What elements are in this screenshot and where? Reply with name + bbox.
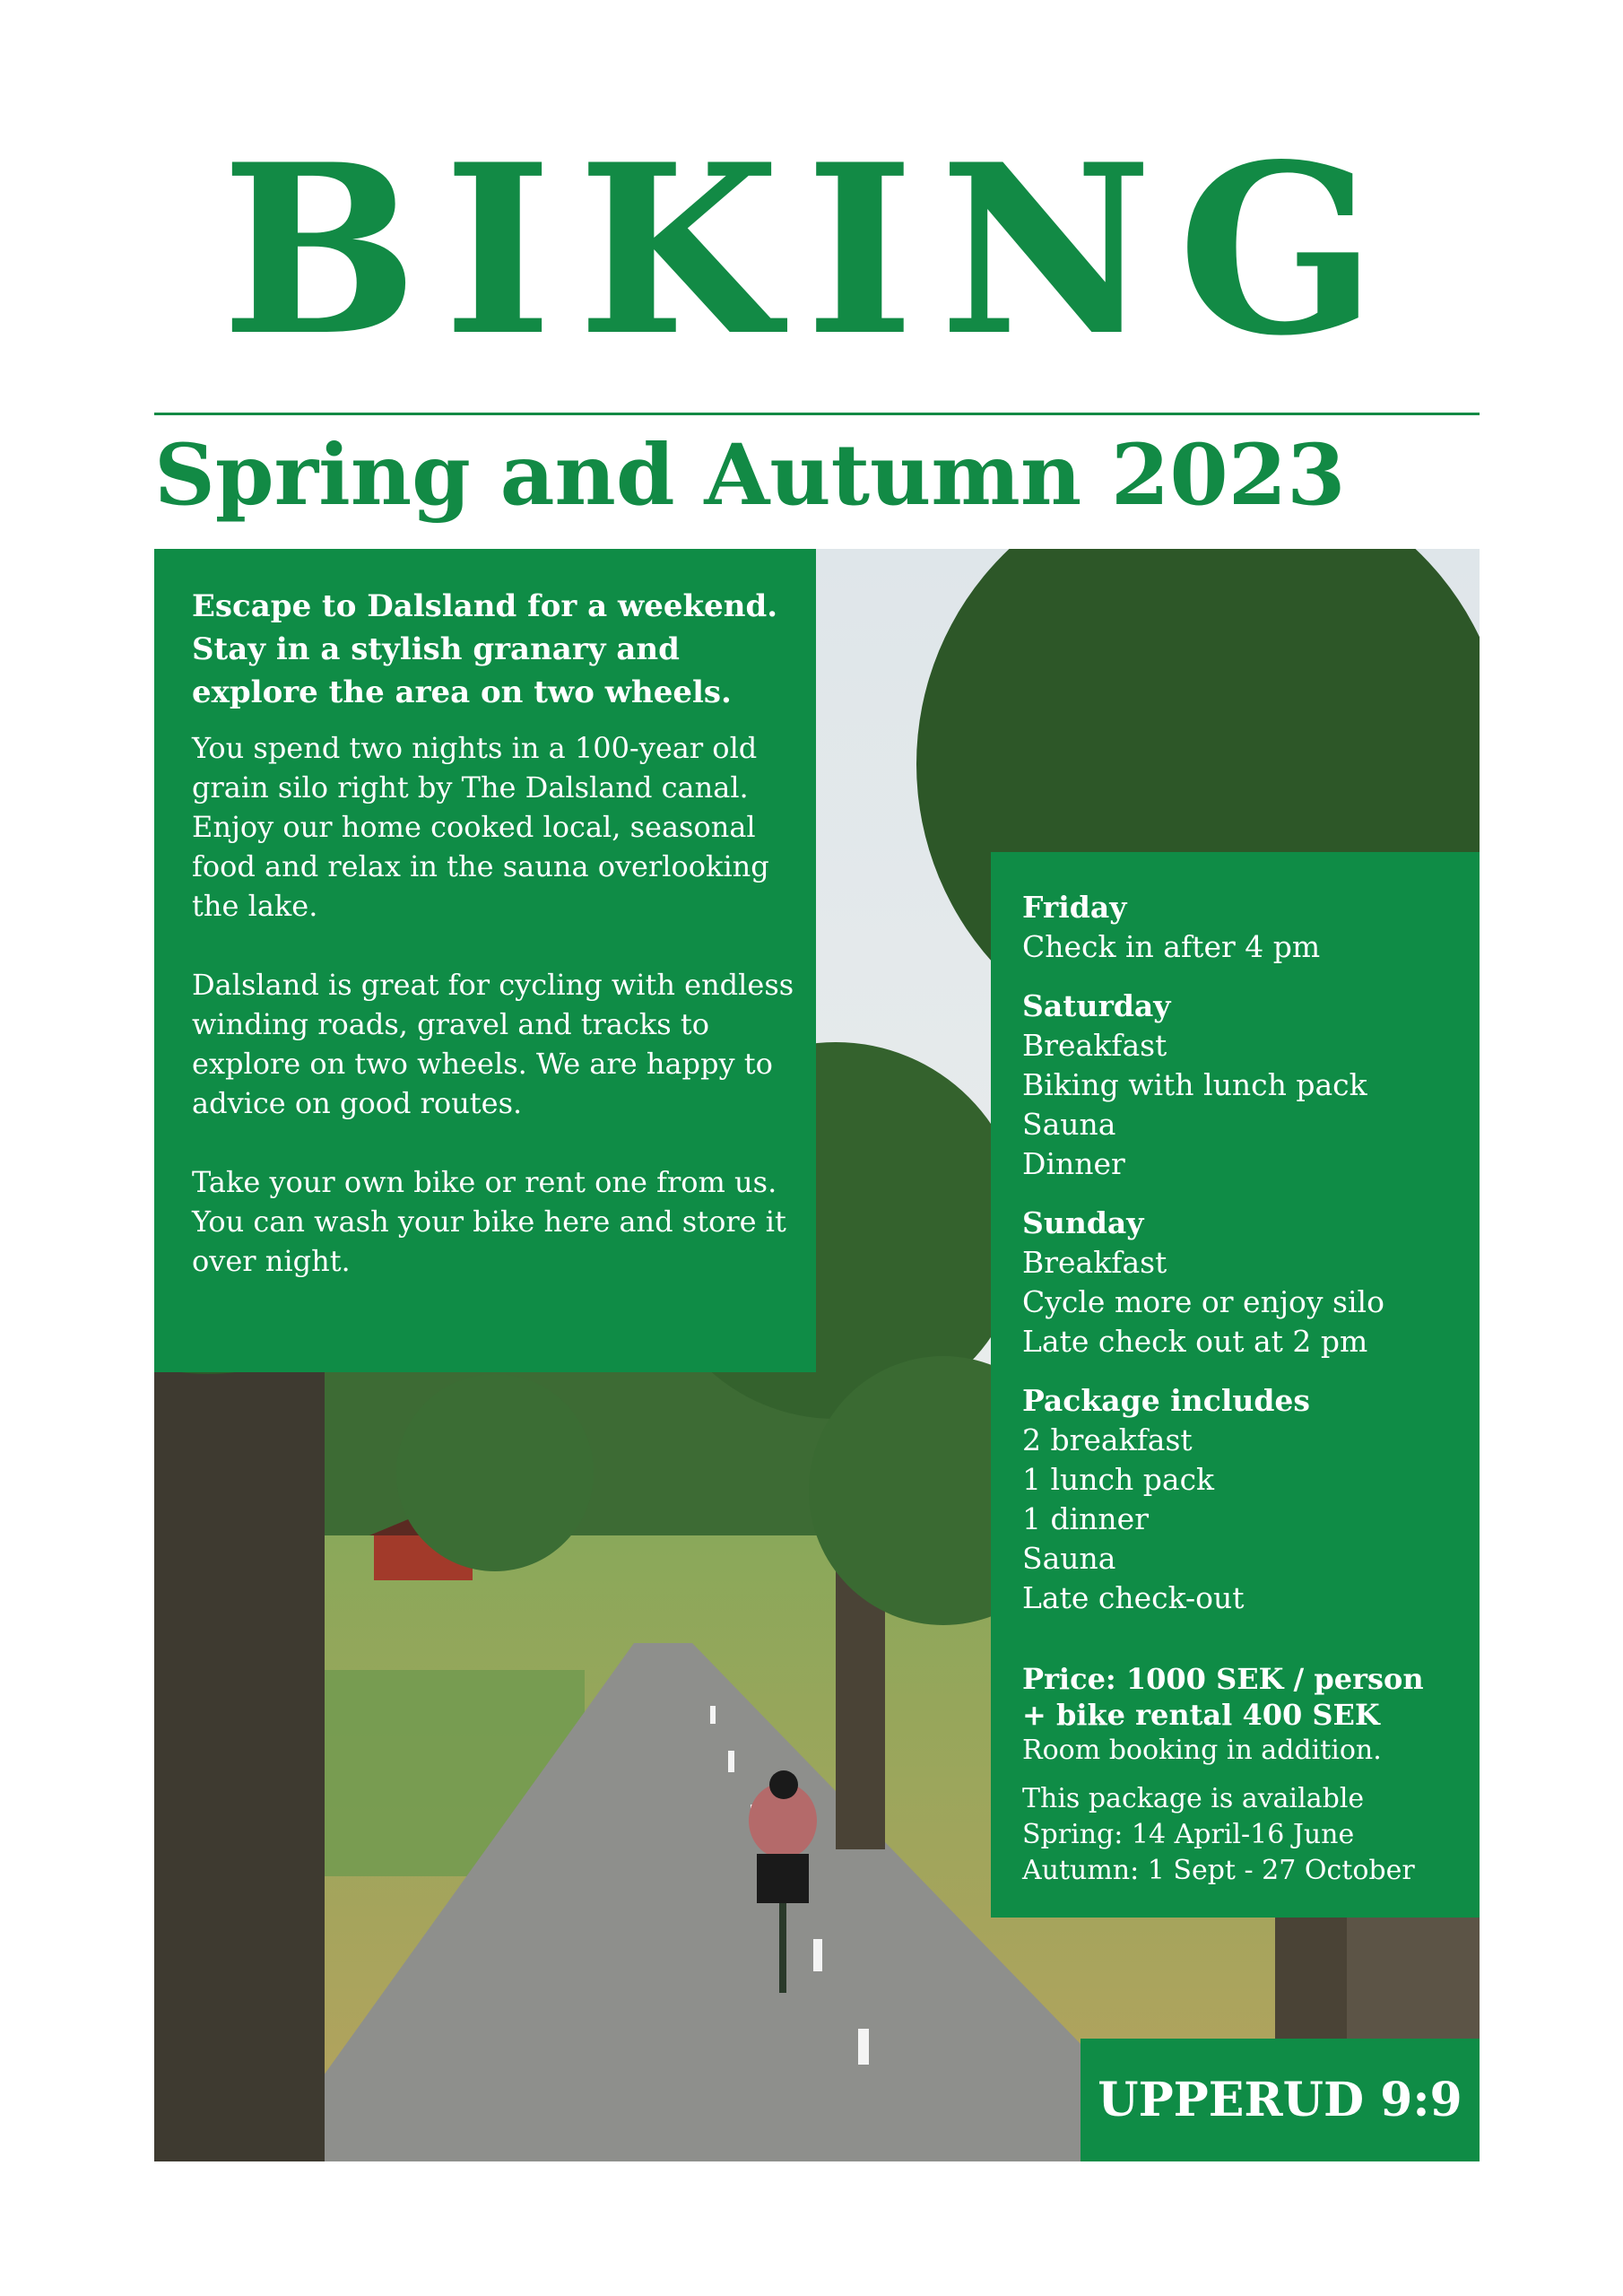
package-item: Late check-out	[1022, 1580, 1245, 1615]
intro-panel	[154, 549, 816, 1372]
intro-paragraph: Dalsland is great for cycling with endless winding roads, gravel and tracks to explore on two wheels. We are happy to advice on good routes.	[192, 968, 794, 1120]
schedule-item: Dinner	[1022, 1146, 1125, 1181]
title-divider	[154, 413, 1480, 415]
availability-autumn: Autumn: 1 Sept - 27 October	[1022, 1855, 1415, 1886]
schedule-item: Late check out at 2 pm	[1022, 1324, 1368, 1359]
schedule-item: Sauna	[1022, 1107, 1116, 1142]
bike-rental-line: + bike rental 400 SEK	[1022, 1698, 1380, 1732]
package-item: 1 dinner	[1022, 1501, 1149, 1536]
package-item: 1 lunch pack	[1022, 1462, 1215, 1497]
package-item: Sauna	[1022, 1541, 1116, 1576]
package-includes	[1022, 1381, 1471, 1618]
schedule-sunday	[1022, 1204, 1471, 1361]
availability-spring: Spring: 14 April-16 June	[1022, 1819, 1355, 1850]
schedule-item: Check in after 4 pm	[1022, 929, 1321, 964]
price-line: Price: 1000 SEK / person	[1022, 1662, 1424, 1696]
schedule-item: Cycle more or enjoy silo	[1022, 1284, 1384, 1319]
price-block	[1022, 1661, 1471, 1733]
location-badge: UPPERUD 9:9	[1081, 2039, 1480, 2161]
room-booking-note: Room booking in addition.	[1022, 1735, 1382, 1766]
intro-lead: Escape to Dalsland for a weekend. Stay in a stylish granary and explore the area on two wheels.	[192, 588, 778, 710]
intro-paragraph: You spend two nights in a 100-year old grain silo right by The Dalsland canal. Enjoy our home cooked local, seasonal food and relax in the sauna overlooking the lake.	[192, 731, 769, 923]
schedule-saturday	[1022, 987, 1471, 1184]
schedule-item: Biking with lunch pack	[1022, 1067, 1367, 1102]
availability-heading: This package is available	[1022, 1783, 1365, 1814]
package-heading: Package includes	[1022, 1383, 1311, 1418]
intro-paragraph: Take your own bike or rent one from us. You can wash your bike here and store it over night.	[192, 1165, 786, 1278]
day-heading: Friday	[1022, 890, 1127, 925]
package-item: 2 breakfast	[1022, 1422, 1193, 1457]
schedule-item: Breakfast	[1022, 1245, 1167, 1280]
poster-title: BIKING	[221, 114, 1402, 387]
schedule-panel	[991, 852, 1480, 1918]
availability-block	[1022, 1781, 1471, 1889]
schedule-friday	[1022, 888, 1471, 967]
poster-subtitle: Spring and Autumn 2023	[154, 426, 1346, 525]
schedule-item: Breakfast	[1022, 1028, 1167, 1063]
day-heading: Sunday	[1022, 1205, 1144, 1240]
day-heading: Saturday	[1022, 988, 1171, 1023]
